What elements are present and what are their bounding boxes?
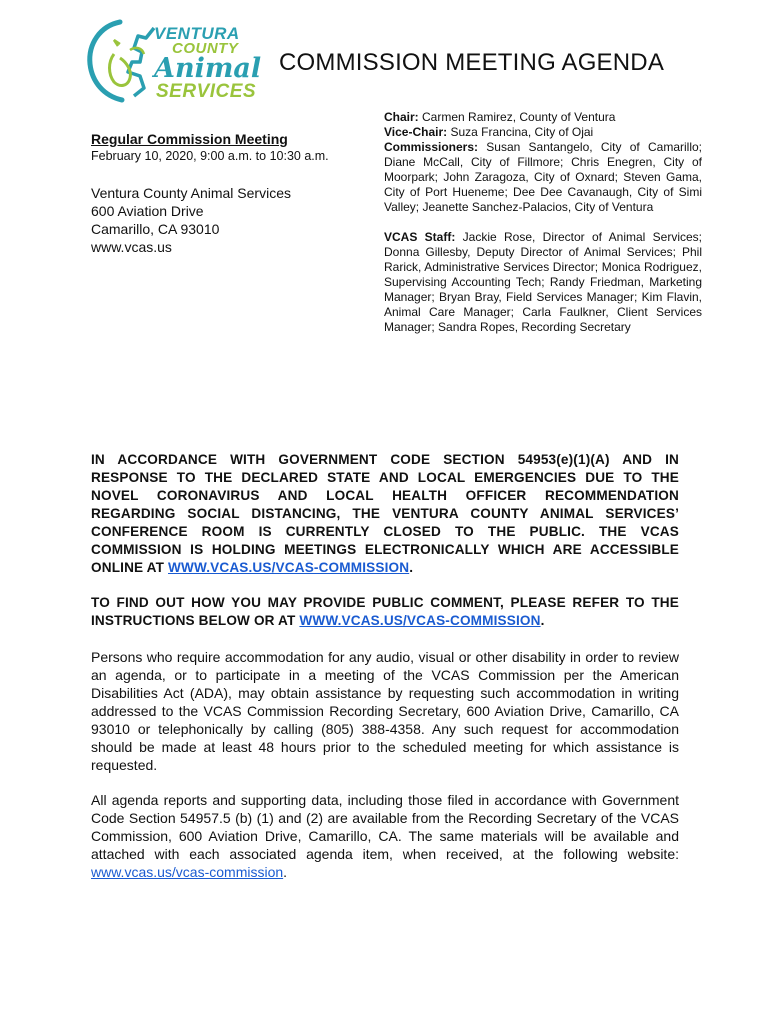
location-web: www.vcas.us (91, 239, 172, 255)
vice-chair-value: Suza Francina, City of Ojai (450, 125, 594, 139)
covid-notice-text: IN ACCORDANCE WITH GOVERNMENT CODE SECTION 54953(e)(1)(A) AND IN RESPONSE TO THE DECLARED STATE AND LOCAL EMERGENCIES DUE TO THE NOVEL CORONAVIRUS AND LOCAL HEALTH OFFICER RECOMMENDATION REGARDING SOCIAL DISTANCING, THE VENTURA COUNTY ANIMAL SERVICES’ CONFERENCE ROOM IS CURRENTLY CLOSED TO THE PUBLIC. THE VCAS COMMISSION IS HOLDING MEETINGS ELECTRONICALLY WHICH ARE ACCESSIBLE ONLINE AT (91, 452, 679, 575)
commission-roster (384, 110, 702, 335)
location-block (91, 184, 291, 256)
meeting-datetime: February 10, 2020, 9:00 a.m. to 10:30 a.m. (91, 149, 329, 163)
vcas-commission-link[interactable]: WWW.VCAS.US/VCAS-COMMISSION (168, 560, 410, 575)
commissioners-label: Commissioners: (384, 140, 479, 154)
location-street: 600 Aviation Drive (91, 203, 204, 219)
chair-value: Carmen Ramirez, County of Ventura (422, 110, 616, 124)
public-comment-link[interactable]: WWW.VCAS.US/VCAS-COMMISSION (299, 613, 541, 628)
chair-label: Chair: (384, 110, 419, 124)
logo-line-4: SERVICES (156, 81, 257, 102)
vice-chair-line (384, 125, 702, 140)
staff-line (384, 230, 702, 335)
public-comment-end: . (540, 613, 545, 628)
location-name: Ventura County Animal Services (91, 185, 291, 201)
commissioners-line (384, 140, 702, 215)
covid-notice (91, 451, 679, 577)
commissioners-value: Susan Santangelo, City of Camarillo; Diane McCall, City of Fillmore; Chris Enegren, City of Moorpark; John Zaragoza, City of Oxnard; Steven Gama, City of Port Hueneme; Dee Dee Cavanaugh, City of Simi Valley; Jeanette Sanchez-Palacios, City of Ventura (384, 140, 702, 214)
public-comment-text: TO FIND OUT HOW YOU MAY PROVIDE PUBLIC COMMENT, PLEASE REFER TO THE INSTRUCTIONS BELOW OR AT (91, 595, 679, 628)
vcas-logo (84, 18, 262, 104)
agenda-materials-text: All agenda reports and supporting data, including those filed in accordance with Government Code Section 54957.5 (b) (1) and (2) are available from the Recording Secretary of the VCAS Commission, 600 Aviation Drive, Camarillo, CA. The same materials will be available and attached with each associated agenda item, when received, at the following website: (91, 792, 679, 862)
logo-line-2: COUNTY (172, 40, 239, 57)
meeting-type: Regular Commission Meeting (91, 131, 288, 147)
logo-line-1: VENTURA (154, 24, 240, 43)
chair-line (384, 110, 702, 125)
covid-notice-end: . (409, 560, 414, 575)
location-city: Camarillo, CA 93010 (91, 221, 220, 237)
vice-chair-label: Vice-Chair: (384, 125, 448, 139)
logo-line-3: Animal (154, 53, 262, 84)
agenda-materials-paragraph (91, 791, 679, 881)
page-title: COMMISSION MEETING AGENDA (279, 49, 665, 76)
staff-value: Jackie Rose, Director of Animal Services; Donna Gillesby, Deputy Director of Animal Services; Phil Rarick, Administrative Services Director; Monica Rodriguez, Supervising Accounting Tech; Randy Friedman, Marketing Manager; Bryan Bray, Field Services Manager; Kim Flavin, Animal Care Manager; Carla Faulkner, Client Services Manager; Sandra Ropes, Recording Secretary (384, 230, 702, 334)
agenda-materials-end: . (283, 864, 288, 880)
ada-paragraph: Persons who require accommodation for any audio, visual or other disability in order to review an agenda, or to participate in a meeting of the VCAS Commission per the American Disabilities Act (ADA), may obtain assistance by requesting such accommodation in writing addressed to the VCAS Commission Recording Secretary, 600 Aviation Drive, Camarillo, CA 93010 or telephonically by calling (805) 388-4358. Any such request for accommodation should be made at least 48 hours prior to the scheduled meeting for which assistance is requested. (91, 649, 679, 773)
staff-label: VCAS Staff: (384, 230, 456, 244)
agenda-materials-link[interactable]: www.vcas.us/vcas-commission (91, 864, 284, 880)
animal-silhouette-icon (84, 18, 164, 104)
public-comment-notice (91, 594, 679, 630)
